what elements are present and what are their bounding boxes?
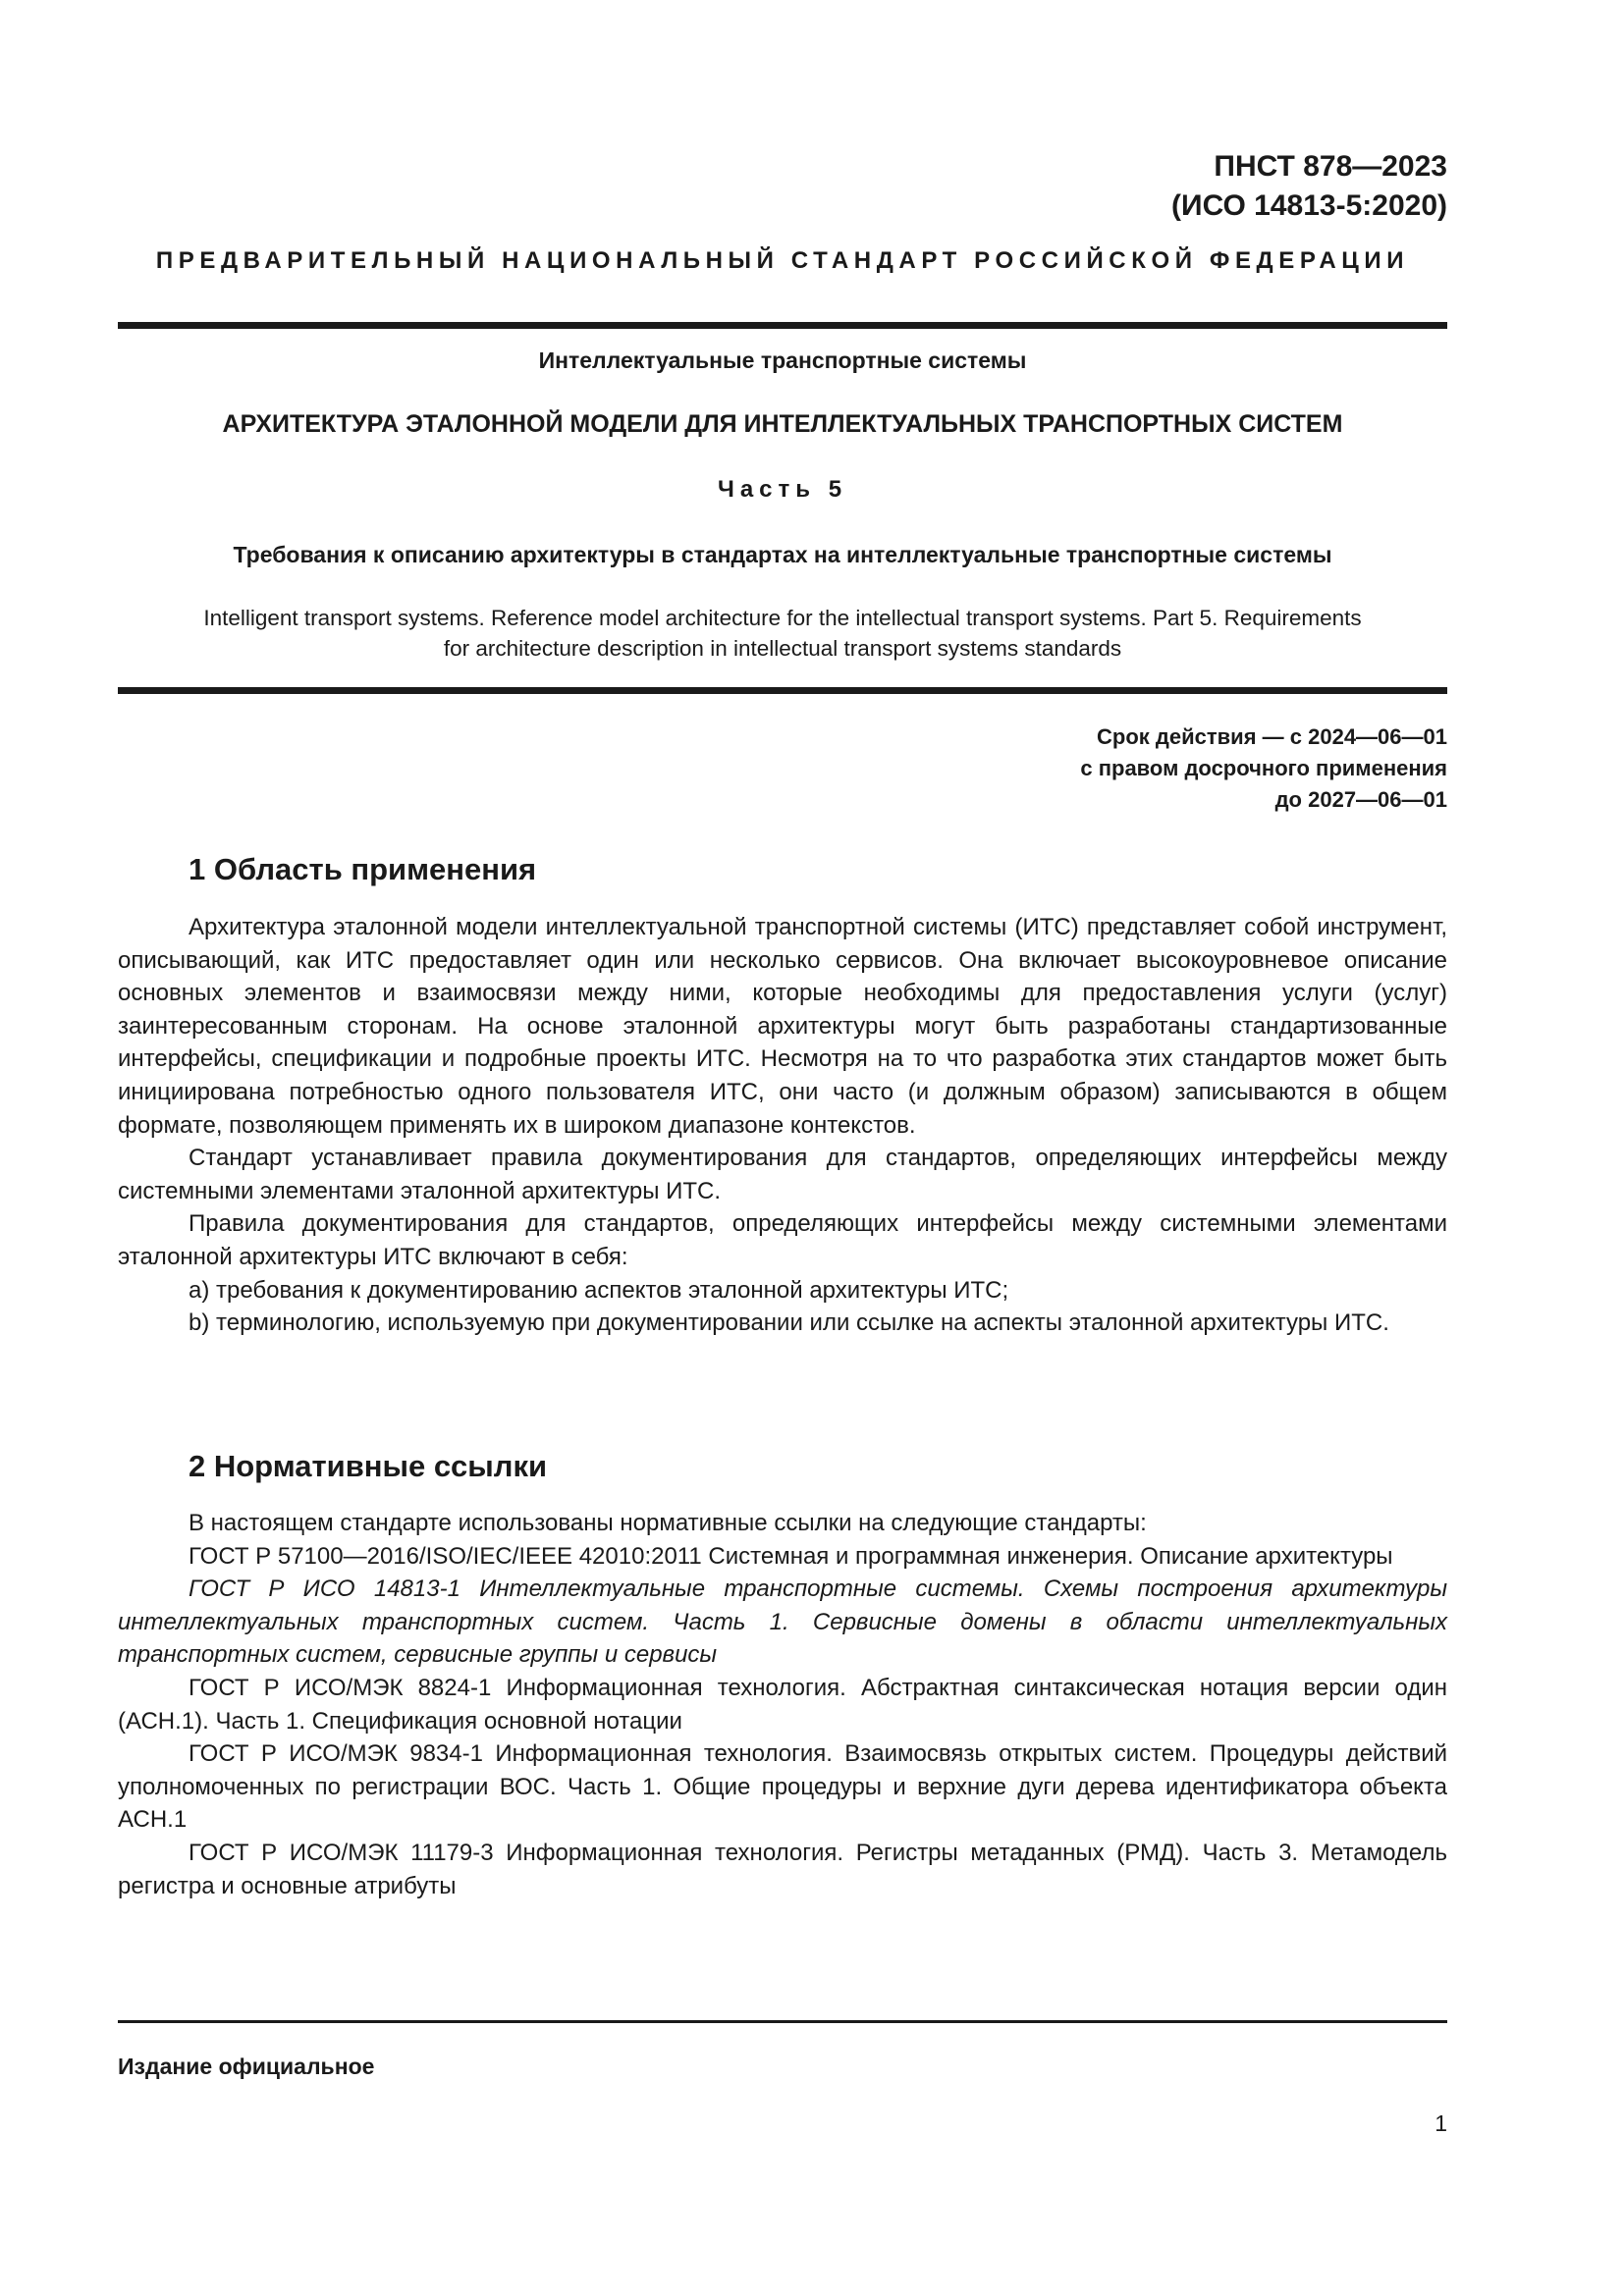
title-part: Часть 5 [717, 476, 848, 503]
footer-rule [118, 2020, 1447, 2023]
title-rule [118, 687, 1447, 694]
standard-designation [1171, 147, 1447, 226]
title-main: АРХИТЕКТУРА ЭТАЛОННОЙ МОДЕЛИ ДЛЯ ИНТЕЛЛЕКТУАЛЬНЫХ ТРАНСПОРТНЫХ СИСТЕМ [222, 410, 1343, 438]
title-english-line1: Intelligent transport systems. Reference model architecture for the intellectual transport systems. Part 5. Requirements [203, 606, 1362, 630]
title-requirements: Требования к описанию архитектуры в стандартах на интеллектуальные транспортные системы [233, 542, 1332, 567]
title-subject: Интеллектуальные транспортные системы [538, 347, 1027, 373]
section1-paragraph: Правила документирования для стандартов, определяющих интерфейсы между системными элементами эталонной архитектуры ИТС включают в себя: [118, 1210, 1447, 1270]
validity-start: Срок действия — с 2024—06—01 [1097, 724, 1447, 749]
official-edition-label: Издание официальное [118, 2054, 375, 2079]
section1-paragraph: Архитектура эталонной модели интеллектуальной транспортной системы (ИТС) представляет собой инструмент, описывающий, как ИТС предоставляет один или несколько сервисов. Она включает высокоуровневое описание основных элементов и взаимосвязи между ними, которые необходимы для предоставления услуги (услуг) заинтересованным сторонам. На основе эталонной архитектуры могут быть разработаны стандартизованные интерфейсы, спецификации и подробные проекты ИТС. Несмотря на то что разработка этих стандартов может быть инициирована потребностью одного пользователя ИТС, они часто (и должным образом) записываются в общем формате, позволяющем применять их в широком диапазоне контекстов. [118, 914, 1447, 1139]
section2-intro: В настоящем стандарте использованы нормативные ссылки на следующие стандарты: [189, 1510, 1147, 1536]
section1-list-item: a) требования к документированию аспектов эталонной архитектуры ИТС; [189, 1276, 1009, 1304]
section1-heading: 1 Область применения [189, 852, 537, 886]
validity-early-use: с правом досрочного применения [1080, 756, 1447, 780]
section2-heading: 2 Нормативные ссылки [189, 1449, 548, 1483]
designation-iso: (ИСО 14813-5:2020) [1171, 189, 1447, 222]
reference-item: ГОСТ Р ИСО/МЭК 11179-3 Информационная технология. Регистры метаданных (РМД). Часть 3. Метамодель регистра и основные атрибуты [118, 1839, 1447, 1899]
standard-type: ПРЕДВАРИТЕЛЬНЫЙ НАЦИОНАЛЬНЫЙ СТАНДАРТ РОССИЙСКОЙ ФЕДЕРАЦИИ [155, 247, 1410, 274]
header-rule [118, 322, 1447, 329]
reference-item: ГОСТ Р ИСО/МЭК 8824-1 Информационная технология. Абстрактная синтаксическая нотация версии один (АСН.1). Часть 1. Спецификация основной нотации [118, 1674, 1447, 1735]
document-page [118, 0, 1447, 2296]
page-number: 1 [1435, 2110, 1447, 2136]
designation-number: ПНСТ 878—2023 [1214, 150, 1447, 183]
reference-item: ГОСТ Р 57100—2016/ISO/IEC/IEEE 42010:2011 Системная и программная инженерия. Описание архитектуры [189, 1542, 1393, 1570]
validity-end: до 2027—06—01 [1274, 787, 1447, 812]
reference-item: ГОСТ Р ИСО/МЭК 9834-1 Информационная технология. Взаимосвязь открытых систем. Процедуры действий уполномоченных по регистрации ВОС. Часть 1. Общие процедуры и верхние дуги дерева идентификатора объекта АСН.1 [118, 1740, 1447, 1834]
section2-body [118, 1507, 1447, 1902]
reference-item: ГОСТ Р ИСО 14813-1 Интеллектуальные транспортные системы. Схемы построения архитектуры интеллектуальных транспортных систем. Часть 1. Сервисные домены в области интеллектуальных транспортных систем, сервисные группы и сервисы [118, 1575, 1447, 1669]
title-english-line2: for architecture description in intellectual transport systems standards [443, 636, 1122, 661]
validity-period [1080, 721, 1447, 816]
section1-body [118, 911, 1447, 1340]
title-english [118, 603, 1447, 664]
section1-list-item: b) терминологию, используемую при документировании или ссылке на аспекты эталонной архитектуры ИТС. [189, 1309, 1389, 1337]
section1-paragraph: Стандарт устанавливает правила документирования для стандартов, определяющих интерфейсы между системными элементами эталонной архитектуры ИТС. [118, 1145, 1447, 1204]
